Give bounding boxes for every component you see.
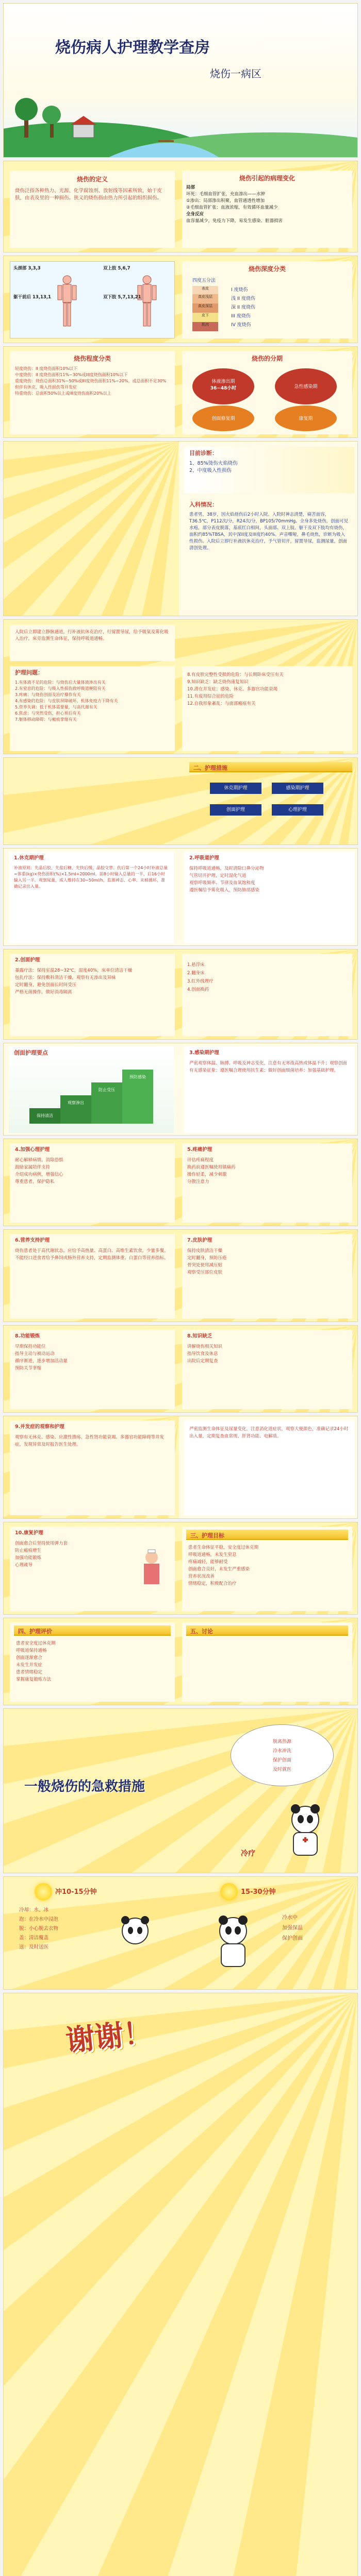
degree-box: [10, 351, 175, 434]
diag-left-bg: [4, 442, 179, 616]
eval-item-1: 患者安全度过休克期: [16, 1641, 56, 1646]
eval-box: [10, 1622, 175, 1702]
resp-item-4: 遵医嘱给予雾化吸入，预防肺部感染: [189, 888, 260, 893]
prob-item-5: 5.营养失调：低于机体需要量，与高代谢有关: [15, 705, 97, 709]
patho-item-5: 全身反应: [186, 212, 204, 217]
diagnosis-slide: [3, 441, 358, 616]
diag-panel: [184, 447, 354, 493]
hist-panel: [184, 498, 354, 612]
q1-box: [10, 625, 175, 661]
disc-title: 五、讨论: [190, 1628, 213, 1635]
nutrition-slide: [3, 1229, 358, 1322]
psy-item-3: 介绍成功病例，增强信心: [15, 1172, 63, 1177]
sun-icon-2: [220, 1883, 238, 1901]
depth-head: 四度五分法: [192, 278, 216, 283]
inf-text: 严密观察体温、脉搏、呼吸及神志变化，注意有无寒战高热或体温不升；观察创面有无感染征象；遵医嘱合理使用抗生素；做好创面细菌培养；加强基础护理。: [189, 1061, 348, 1073]
patho-item-4: ②毛细血管扩张：血液浓缩，有效循环血量减少: [186, 205, 278, 210]
rehab-box: [10, 1330, 175, 1409]
prob2-item-2: 9.知识缺乏：缺乏烧伤康复知识: [187, 680, 249, 685]
tip1-item-1: 冷却：水、冰: [19, 1907, 49, 1913]
eval-item-2: 呼吸道保持通畅: [16, 1648, 47, 1653]
pts-step-2: 观察渗出: [60, 1095, 91, 1124]
tip1-item-5: 送：及时送医: [19, 1944, 49, 1950]
disc-box: [182, 1622, 352, 1702]
goal-item-3: 疼痛减轻，能够耐受: [188, 1560, 228, 1565]
prob2-item-5: 12.自我形象紊乱：与面部瘢痕有关: [187, 701, 256, 706]
skin-box: [182, 1234, 352, 1318]
eval-title: 四、护理评价: [18, 1628, 52, 1635]
firstaid-slide: [3, 1708, 358, 1873]
pain-item-3: 操作轻柔，减少刺激: [187, 1172, 227, 1177]
pts-step-1: 保持清洁: [29, 1108, 60, 1124]
tips-slide: [3, 1876, 358, 1990]
depth-box: [182, 261, 352, 338]
patho-item-3: ①渗出：局部渗出积聚，血管通透性增加: [186, 198, 265, 204]
disc-title-bar: [186, 1625, 348, 1636]
prob2-item-3: 10.潜在并发症：感染、休克、多器官功能衰竭: [187, 687, 278, 692]
prob-item-1: 1.有体液不足的危险：与烧伤后大量体液渗出有关: [15, 680, 106, 685]
prob-box: [10, 666, 175, 751]
pts-step-4: 预防感染: [122, 1070, 153, 1124]
resp-item-2: 气管切开护理，定时湿化气道: [189, 873, 247, 878]
bubble-item-1: 脱离热源: [272, 1739, 291, 1744]
diag-item-1: 1、85%烫伤火焰烧伤: [189, 461, 238, 466]
firstaid-title: 一般烧伤的急救措施: [24, 1779, 145, 1794]
prob-item-2: 2.有窒息的危险：与吸入性损伤致呼吸道梗阻有关: [15, 686, 106, 691]
recv-box: [10, 1527, 175, 1611]
eval-item-5: 患者情绪稳定: [16, 1670, 43, 1675]
depth-item-3: 深 II 度烧伤: [231, 305, 256, 310]
edu-box: [182, 1330, 352, 1409]
bubble-item-4: 及时就医: [272, 1767, 291, 1772]
patho-item-2: 坏死：毛细血管扩张，充血渗出——水肿: [186, 192, 266, 197]
sun-icon: [35, 1883, 52, 1901]
psy-slide: [3, 1139, 358, 1226]
ptsd-item-3: 3.红外线理疗: [187, 979, 214, 984]
depth-layer-5: 肌肉: [192, 322, 218, 331]
ptsd-item-1: 1.悬浮床: [187, 962, 205, 968]
recv-title: 10.康复护理: [15, 1530, 43, 1536]
wound-item-1: 暴露疗法：保持室温28~32℃，湿度40%，床单位清洁干燥: [15, 968, 133, 973]
recv-item-4: 心理疏导: [15, 1563, 33, 1568]
ptsd-item-4: 4.创面换药: [187, 987, 209, 992]
eval-item-3: 创面逐渐愈合: [16, 1655, 43, 1660]
degree-item-1: 轻度烧伤：II 度烧伤面积10%以下: [15, 366, 78, 371]
goal-item-2: 呼吸道通畅，未发生窒息: [188, 1552, 237, 1557]
skin-item-1: 保持皮肤清洁干燥: [187, 1248, 223, 1253]
tip2-item-3: 保护创面: [282, 1936, 303, 1941]
wound-item-4: 严格无菌操作，做好消毒隔离: [15, 990, 72, 995]
shock-slide: [3, 848, 358, 946]
patho-item-1: 局部: [186, 185, 195, 190]
points-slide: [3, 1043, 358, 1136]
diag-item-2: 2、中度吸入性损伤: [189, 468, 232, 473]
goal-item-5: 营养状况改善: [188, 1574, 215, 1579]
eval-item-4: 未发生并发症: [16, 1663, 43, 1668]
tip1-item-3: 脱：小心脱去衣物: [19, 1926, 59, 1931]
tip1-item-4: 盖：清洁覆盖: [19, 1935, 49, 1941]
comp-text: 观察有无休克、感染、应激性溃疡、急性肾功能衰竭、多器官功能障碍等并发症，发现异常及时报告医生处理。: [15, 1435, 165, 1447]
comp-box: [10, 1420, 175, 1515]
phase-item-2: 急性感染期: [294, 384, 318, 389]
prob-title: 护理问题：: [15, 669, 43, 676]
area-label-1: 头颈部 3,3,3: [13, 266, 41, 271]
phase-circle-4: [275, 405, 337, 431]
depth-item-4: III 度烧伤: [231, 314, 251, 319]
complication-slide: [3, 1416, 358, 1519]
wound-title: 2.创面护理: [15, 957, 40, 963]
rehab-item-1: 早期保持功能位: [15, 1344, 46, 1349]
ptsd-box: [182, 954, 352, 1036]
degree-phase-slide: [3, 346, 358, 438]
shock-title: 1.休克期护理: [14, 855, 44, 861]
panda-nurse-illustration: [210, 1913, 256, 1970]
patho-item-6: 血容量减少，免疫力下降，易发生感染、脏器损害: [186, 218, 283, 224]
phase-item-1: 体液渗出期: [211, 379, 235, 384]
skin-item-4: 观察受压部位皮肤: [187, 1270, 223, 1275]
tip1-title: 冲10-15分钟: [55, 1888, 97, 1896]
wound-box: [10, 954, 175, 1036]
depth-layers: [192, 286, 218, 332]
shock-text: 补液原则：先晶后胶、先盐后糖、先快后慢，晶胶交替。伤后第一个24小时补液总量=体重(kg)×烧伤面积(%)×1.5ml+2000ml，前8小时输入总量的一半，后16小时输入另一半。观察尿量，成人维持在30~50ml/h，监测神志、心率、末梢循环，准确记录出入量。: [14, 866, 168, 889]
psy-title: 4.加强心理护理: [15, 1147, 50, 1153]
resp-item-1: 保持呼吸道通畅，及时清除口鼻分泌物: [189, 866, 264, 871]
pain-item-2: 换药前遵医嘱使用镇痛药: [187, 1165, 236, 1170]
cover-title: 烧伤病人护理教学查房: [55, 39, 210, 57]
pts-panel: [9, 1046, 174, 1133]
prob2-item-1: 8.有皮肤完整性受损的危险：与长期卧床受压有关: [187, 672, 284, 677]
comp2-text: 严密监测生命体征及尿量变化，注意消化道症状，观察大便颜色，准确记录24小时出入量，定期复查血常规、肝肾功能、电解质。: [189, 1427, 349, 1439]
phase-circle-2: [275, 368, 337, 404]
pts-title: 创面护理要点: [14, 1049, 48, 1056]
q1-text: 入院后立即建立静脉通道，行补液抗休克治疗，行留置导尿，给予吸氧及雾化吸入治疗，床旁监测生命体征，保持呼吸道通畅。: [15, 630, 169, 641]
area-label-2: 双上肢 5,6,7: [103, 266, 130, 271]
pts-step-3: 防止受压: [91, 1082, 122, 1124]
rehab-item-2: 指导主动与被动运动: [15, 1351, 55, 1357]
wound-slide: [3, 949, 358, 1040]
comp2-panel: [184, 1420, 354, 1515]
phase-box: [182, 351, 352, 434]
prob-item-6: 6.焦虑：与突然受伤、担心预后有关: [15, 711, 81, 716]
cover-slide: [3, 3, 358, 158]
thanks-slide: [3, 1993, 358, 2576]
nut-box: [10, 1234, 175, 1318]
depth-layer-2: 真皮浅层: [192, 294, 218, 303]
cover-subtitle: 烧伤一病区: [210, 67, 261, 80]
skin-item-3: 骨突处使用减压贴: [187, 1263, 223, 1268]
pain-box: [182, 1143, 352, 1223]
comp-title: 9.并发症的观察和护理: [15, 1424, 64, 1430]
skin-item-2: 定时翻身，预防压疮: [187, 1256, 227, 1261]
depth-item-5: IV 度烧伤: [231, 323, 251, 328]
recv-item-2: 防止瘢痕增生: [15, 1548, 42, 1553]
degree-item-2: 中度烧伤：II 度烧伤面积11%~30%或III度烧伤面积10%以下: [15, 372, 128, 377]
goal-title: 三、护理目标: [190, 1532, 224, 1539]
bubble-item-2: 冷水冲洗: [272, 1749, 291, 1754]
area-label-3: 躯干前后 13,13,1: [13, 295, 51, 300]
problem-slide: [3, 619, 358, 754]
body-figures-icon: [10, 262, 175, 339]
landscape-illustration: [4, 81, 358, 158]
degree-item-3: 重度烧伤：烧伤总面积31%~50%或III度烧伤面积11%~20%，或总面积不足30%但伴有休克、吸入性损伤等并发症: [15, 379, 167, 389]
cover-landscape: [4, 81, 358, 158]
rehab-item-3: 循序渐进，逐步增加活动量: [15, 1359, 68, 1364]
rehab-title: 8.功能锻炼: [15, 1333, 40, 1339]
measures-title: 二、护理措施: [193, 765, 227, 771]
wound-item-2: 包扎疗法：保持敷料清洁干燥，观察有无渗出及异味: [15, 975, 116, 980]
nurse-illustration: [134, 1547, 170, 1588]
definition-box: [10, 171, 175, 248]
rehab-slide: [3, 1325, 358, 1413]
definition-slide: [3, 161, 358, 252]
degree-title: 烧伤程度分类: [73, 355, 111, 362]
phase-circle-1: [192, 368, 254, 404]
depth-item-2: 浅 II 度烧伤: [231, 296, 256, 301]
measures-title-bar: [189, 762, 352, 772]
recv-item-1: 创面愈合后坚持使用弹力套: [15, 1541, 68, 1546]
hist-title: 入科情况：: [189, 501, 218, 508]
eval-item-6: 掌握康复锻炼方法: [16, 1677, 52, 1682]
depth-layer-4: 皮下: [192, 313, 218, 322]
area-depth-slide: [3, 256, 358, 343]
measure-btn-4: 心理护理: [272, 804, 323, 816]
goal-title-bar: [186, 1530, 348, 1540]
definition-text: 烧伤泛指各种热力、光源、化学腐蚀剂、放射线等因素所致，始于皮肤，由表及里的一种损伤。狭义的烧伤指由热力所引起的组织损伤。: [15, 188, 162, 201]
resp-title: 2.呼吸道护理: [189, 855, 219, 861]
depth-layer-1: 表皮: [192, 286, 218, 294]
resp-item-3: 观察呼吸频率、节律及血氧饱和度: [189, 880, 255, 886]
goal-item-1: 患者生命体征平稳，安全度过休克期: [188, 1545, 259, 1550]
depth-title: 烧伤深度分类: [248, 265, 286, 273]
wound-item-3: 定时翻身，避免创面长时间受压: [15, 982, 77, 988]
patho-title: 烧伤引起的病理变化: [239, 175, 295, 182]
area-label-4: 双下肢 5,7,13,21: [103, 295, 141, 300]
ptsd-item-2: 2.翻身床: [187, 971, 205, 976]
measure-btn-2: 感染期护理: [272, 783, 323, 794]
eval-title-bar: [14, 1625, 171, 1636]
phase-item-3: 创面修复期: [211, 416, 235, 421]
tip2-item-2: 加强保温: [282, 1925, 303, 1931]
tip1-item-2: 泡：在冷水中浸泡: [19, 1917, 59, 1922]
psy-item-2: 鼓励家属陪伴支持: [15, 1165, 51, 1170]
shock-panel: [9, 852, 174, 943]
nut-text: 烧伤患者处于高代谢状态，应给予高热量、高蛋白、高维生素饮食，少量多餐。不能经口进食者给予鼻饲或肠外营养支持，定期监测体重、白蛋白等营养指标。: [15, 1248, 169, 1261]
phase-circle-3: [192, 405, 254, 431]
body-area-diagram: [10, 261, 175, 338]
bubble-item-3: 保护创面: [272, 1758, 291, 1763]
resp-panel: [184, 852, 354, 943]
depth-layer-3: 真皮深层: [192, 303, 218, 313]
phase-title: 烧伤的分期: [251, 355, 283, 362]
patho-box: [182, 171, 352, 248]
inf-title: 3.感染期护理: [189, 1050, 219, 1056]
tip2-title: 15-30分钟: [241, 1888, 276, 1896]
prob-item-7: 7.躯体移动障碍：与瘢痕挛缩有关: [15, 717, 77, 722]
edu-item-2: 指导饮食及休息: [187, 1351, 218, 1357]
eval-slide: [3, 1618, 358, 1705]
pain-title: 5.疼痛护理: [187, 1147, 212, 1153]
phase-hours: 36~48小时: [210, 386, 237, 391]
panda-doctor-illustration: [282, 1802, 329, 1858]
prob-item-4: 4.有感染的危险：与皮肤屏障破坏、机体免疫力下降有关: [15, 699, 118, 703]
pain-item-4: 分散注意力: [187, 1179, 209, 1184]
prob-item-3: 3.疼痛：与烧伤创面及治疗操作有关: [15, 692, 81, 697]
psy-item-1: 耐心解释病情，消除恐惧: [15, 1158, 63, 1163]
recovery-slide: [3, 1522, 358, 1615]
diag-title: 目前诊断：: [189, 450, 218, 456]
prob2-box: [182, 666, 352, 751]
measures-slide: [3, 757, 358, 845]
recv-item-3: 加强功能锻炼: [15, 1555, 42, 1561]
panda-icon: [117, 1913, 153, 1949]
degree-item-4: 特重烧伤：总面积50%以上或III度烧伤面积20%以上: [15, 391, 111, 396]
speech-bubble: [231, 1724, 334, 1786]
definition-title: 烧伤的定义: [76, 176, 108, 183]
phase-item-4: 康复期: [299, 416, 313, 421]
goal-item-4: 创面愈合良好，未发生严重感染: [188, 1567, 250, 1572]
pain-item-1: 评估疼痛程度: [187, 1158, 214, 1163]
edu-item-1: 讲解烧伤相关知识: [187, 1344, 223, 1349]
psy-item-4: 尊重患者，保护隐私: [15, 1179, 55, 1184]
hist-text: 患者男，38岁，因火焰烧伤后2小时入院。入院时神志清楚，痛苦面容，T36.5℃，P112次/分，R24次/分，BP105/70mmHg。全身多处烧伤，创面可见水疱，部分表皮脱落，基底红白相间，头面部、双上肢、躯干及双下肢均有烧伤，面积约85%TBSA，其中深II度及III度约40%。声音嘶哑，鼻毛烧焦，诊断为吸入性损伤。入院后立即行补液抗休克治疗，予气管切开，留置导尿，监测尿量，创面清创处理。: [189, 512, 349, 551]
measure-btn-3: 创面护理: [210, 804, 261, 816]
tip2-item-1: 冷水中: [282, 1915, 298, 1921]
prob2-item-4: 11.有废用综合征的危险: [187, 694, 234, 699]
goal-box: [182, 1527, 352, 1611]
edu-title: 8.知识缺乏: [187, 1333, 212, 1339]
measure-btn-1: 休克期护理: [210, 783, 261, 794]
skin-title: 7.皮肤护理: [187, 1238, 212, 1243]
psy-box: [10, 1143, 175, 1223]
goal-item-6: 情绪稳定，积极配合治疗: [188, 1581, 237, 1586]
depth-item-1: I 度烧伤: [231, 287, 248, 293]
rehab-item-4: 预防关节挛缩: [15, 1366, 42, 1371]
edu-item-3: 出院后定期复查: [187, 1359, 218, 1364]
inf-panel: [184, 1046, 354, 1133]
nut-title: 6.营养支持护理: [15, 1238, 50, 1243]
firstaid-cool-label: 冷疗: [241, 1850, 255, 1858]
thanks-text: 谢谢！: [64, 2015, 154, 2058]
